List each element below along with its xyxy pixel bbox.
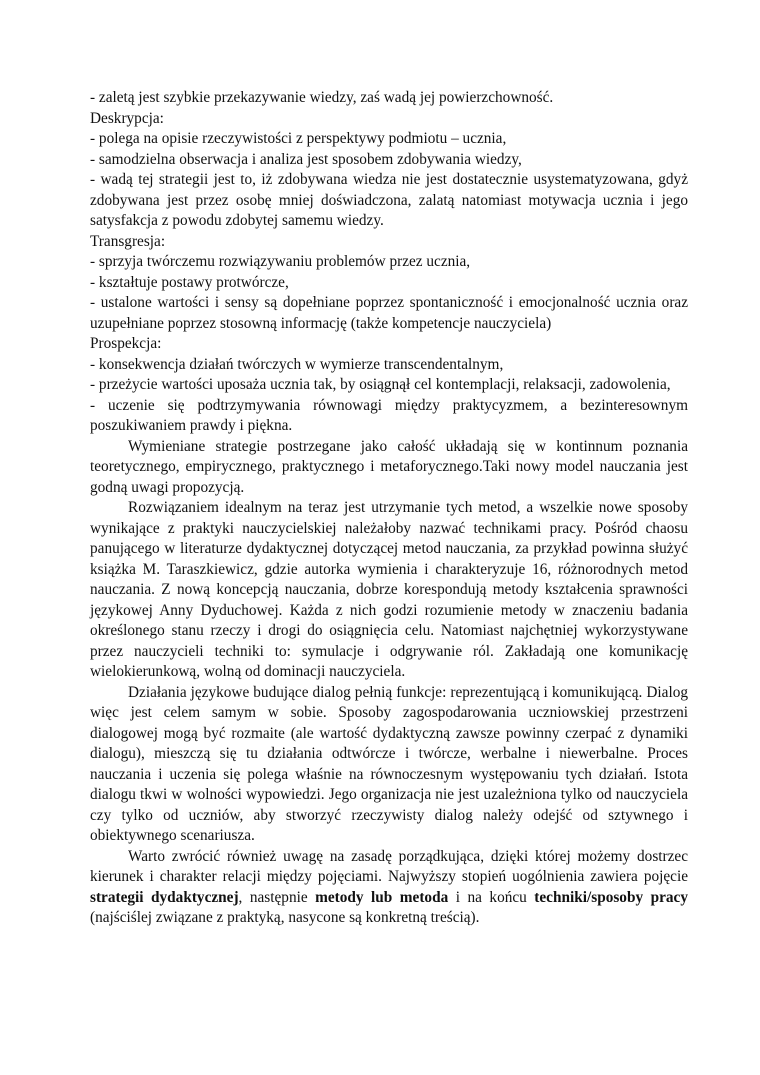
list-item: - uczenie się podtrzymywania równowagi między praktycyzmem, a bezinteresownym poszukiwaniem prawdy i piękna. — [90, 396, 688, 434]
section-heading-transgresja: Transgresja: — [90, 232, 166, 250]
paragraph: Wymieniane strategie postrzegane jako całość układają się w kontinnum poznania teoretycznego, empirycznego, praktycznego i metaforycznego.Taki nowy model nauczania jest godną uwagi propozycją. — [90, 437, 688, 496]
list-item: - polega na opisie rzeczywistości z perspektywy podmiotu – ucznia, — [90, 130, 507, 147]
bold-term-technique: techniki/sposoby pracy — [534, 888, 688, 906]
document-page — [90, 88, 688, 929]
bold-term-method: metody lub metoda — [315, 888, 449, 906]
paragraph: Rozwiązaniem idealnym na teraz jest utrzymanie tych metod, a wszelkie nowe sposoby wynikające z praktyki nauczycielskiej należałoby nazwać technikami pracy. Pośród chaosu panującego w literaturze dydaktycznej dotyczącej metod nauczania, za przykład powinna służyć książka M. Taraszkiewicz, gdzie autorka wymienia i charakteryzuje 16, różnorodnych metod nauczania. Z nową koncepcją nauczania, dobrze korespondują metody kształcenia sprawności językowej Anny Dyduchowej. Każda z nich godzi rozumienie metody w znaczeniu badania określonego stanu rzeczy i drogi do osiągnięcia celu. Natomiast najchętniej wykorzystywane przez nauczycieli techniki to: symulacje i odgrywanie ról. Zakładają one komunikację wielokierunkową, wolną od dominacji nauczyciela. — [90, 499, 688, 680]
list-item: - zaletą jest szybkie przekazywanie wiedzy, zaś wadą jej powierzchowność. — [90, 89, 554, 106]
list-item: - wadą tej strategii jest to, iż zdobywana wiedza nie jest dostatecznie usystematyzowana, gdyż zdobywana jest przez osobę mniej doświadczona, zalatą natomiast motywacja ucznia i jego satysfakcja z powodu zdobytej samemu wiedzy. — [90, 171, 688, 229]
list-item: - sprzyja twórczemu rozwiązywaniu problemów przez ucznia, — [90, 253, 471, 270]
paragraph-text: , następnie — [238, 888, 316, 906]
list-item: - kształtuje postawy protwórcze, — [90, 273, 289, 291]
list-item: - przeżycie wartości uposaża ucznia tak, by osiągnął cel kontemplacji, relaksacji, zadowolenia, — [90, 376, 671, 393]
paragraph-text: i na końcu — [448, 888, 535, 906]
paragraph-text: Warto zwrócić również uwagę na zasadę porządkująca, dzięki której możemy dostrzec kierunek i charakter relacji między pojęciami. Najwyższy stopień uogólnienia zawiera pojęcie — [90, 847, 688, 885]
section-heading-prospekcja: Prospekcja: — [90, 335, 162, 352]
bold-term-strategy: strategii dydaktycznej — [90, 888, 239, 906]
paragraph: Działania językowe budujące dialog pełnią funkcje: reprezentującą i komunikującą. Dialog więc jest celem samym w sobie. Sposoby zagospodarowania uczniowskiej przestrzeni dialogowej mogą być rozmaite (ale wartość dydaktyczną zawsze powinny czerpać z dynamiki dialogu), mieszczą się tu działania odtwórcze i twórcze, werbalne i niewerbalne. Proces nauczania i uczenia się polega właśnie na równoczesnym występowaniu tych działań. Istota dialogu tkwi w wolności wypowiedzi. Jego organizacja nie jest uzależniona tylko od nauczyciela czy tylko od uczniów, aby stworzyć rzeczywisty dialog należy odejść od sztywnego i obiektywnego scenariusza. — [90, 683, 688, 844]
paragraph-text: (najściślej związane z praktyką, nasycone są konkretną treścią). — [90, 909, 480, 926]
list-item: - konsekwencja działań twórczych w wymierze transcendentalnym, — [90, 355, 504, 373]
list-item: - samodzielna obserwacja i analiza jest sposobem zdobywania wiedzy, — [90, 150, 522, 168]
list-item: - ustalone wartości i sensy są dopełniane poprzez spontaniczność i emocjonalność ucznia oraz uzupełniane poprzez stosowną informację (także kompetencje nauczyciela) — [90, 294, 688, 332]
paragraph — [90, 847, 688, 929]
section-heading-deskrypcja: Deskrypcja: — [90, 109, 164, 127]
